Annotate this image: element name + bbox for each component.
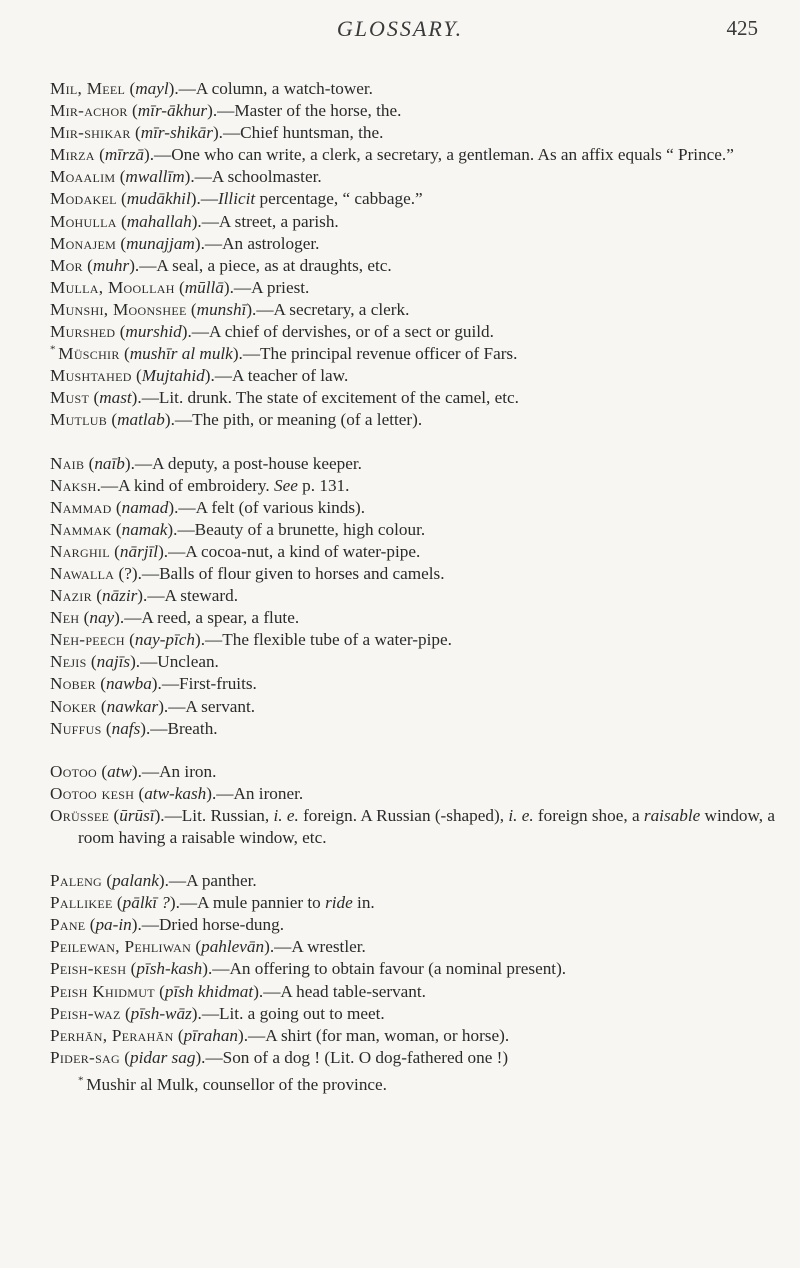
headword: Mor [50, 255, 83, 275]
transliteration: mahallah [126, 211, 192, 231]
emphasis: i. e. [273, 805, 299, 825]
transliteration: nawkar [106, 696, 159, 716]
glossary-entry: Mushtahed (Mujtahid).—A teacher of law. [50, 366, 349, 386]
section-gap [50, 849, 778, 870]
glossary-entry: Peilewan, Pehliwan (pahlevān).—A wrestler. [50, 937, 366, 957]
glossary-entry: Mor (muhr).—A seal, a piece, as at draughts, etc. [50, 255, 392, 275]
glossary-entry: Ootoo (atw).—An iron. [50, 761, 217, 781]
headword: Paleng [50, 871, 103, 891]
headword: Mushtahed [50, 366, 132, 386]
definition: Beauty of a brunette, high colour. [194, 519, 426, 539]
glossary-entry: Perhān, Perahān (pīrahan).—A shirt (for man, woman, or horse). [50, 1025, 510, 1045]
definition: Lit. Russian, [181, 805, 274, 825]
glossary-entry: Must (mast).—Lit. drunk. The state of excitement of the camel, etc. [50, 388, 519, 408]
definition: A schoolmaster. [211, 167, 322, 187]
definition: Lit. a going out to meet. [219, 1003, 385, 1023]
transliteration: atw-kash [144, 783, 207, 803]
headword: Nazir [50, 586, 92, 606]
definition: A street, a parish. [218, 211, 339, 231]
transliteration: mast [99, 388, 132, 408]
glossary-entry: Mulla, Moollah (mūllā).—A priest. [50, 277, 310, 297]
glossary-entry: Nawalla (?).—Balls of flour given to horses and camels. [50, 563, 445, 583]
glossary-entry: Monajem (munajjam).—An astrologer. [50, 233, 320, 253]
headword: Mohulla [50, 211, 117, 231]
headword: Müschir [58, 344, 120, 364]
glossary-entry: Noker (nawkar).—A servant. [50, 696, 256, 716]
transliteration: mushīr al mulk [129, 344, 233, 364]
definition: foreign shoe, a [533, 805, 644, 825]
headword: Naib [50, 453, 85, 473]
glossary-entry: Pallikee (pālkī ?).—A mule pannier to ride in. [50, 893, 375, 913]
headword: Peish Khidmut [50, 981, 155, 1001]
definition: Master of the horse, the. [234, 101, 402, 121]
emphasis: ride [325, 893, 353, 913]
glossary-entry: Naksh.—A kind of embroidery. See p. 131. [50, 475, 350, 495]
footnote-marker: * [50, 343, 59, 356]
glossary-entry: Munshi, Moonshee (munshī).—A secretary, a clerk. [50, 299, 410, 319]
glossary-entry: Orüssee (ūrūsī).—Lit. Russian, i. e. foreign. A Russian (-shaped), i. e. foreign shoe, a raisable window, a room having a raisable window, etc. [50, 805, 776, 847]
footnote-text: Mushir al Mulk, counsellor of the province. [86, 1074, 387, 1094]
headword: Nammak [50, 519, 112, 539]
headword: Pallikee [50, 893, 113, 913]
definition: A kind of embroidery. [118, 475, 275, 495]
definition: A steward. [164, 586, 239, 606]
definition: A priest. [251, 277, 310, 297]
transliteration: mīrzā [104, 145, 144, 165]
glossary-entry: Paleng (palank).—A panther. [50, 871, 257, 891]
definition: A head table-servant. [280, 981, 426, 1001]
page-number: 425 [726, 16, 758, 40]
headword: Moaalim [50, 167, 116, 187]
definition: The principal revenue officer of Fars. [260, 344, 518, 364]
definition: A column, a watch-tower. [195, 79, 373, 98]
definition: The pith, or meaning (of a letter). [192, 410, 423, 430]
headword: Nejis [50, 652, 87, 672]
transliteration: mīr-shikār [140, 123, 213, 143]
running-head [0, 12, 800, 52]
glossary-entry: Moaalim (mwallīm).—A schoolmaster. [50, 167, 322, 187]
glossary-entry: Nammak (namak).—Beauty of a brunette, high colour. [50, 519, 426, 539]
definition: A shirt (for man, woman, or horse). [265, 1025, 510, 1045]
headword: Monajem [50, 233, 117, 253]
definition: An offering to obtain favour (a nominal present). [229, 959, 567, 979]
glossary-body [50, 78, 778, 1096]
transliteration: palank [112, 871, 159, 891]
transliteration: namad [121, 497, 169, 517]
transliteration: pa-in [95, 915, 132, 935]
transliteration: pīsh-wāz [130, 1003, 192, 1023]
definition: A deputy, a post-house keeper. [152, 453, 362, 473]
see-reference: See [274, 475, 298, 495]
glossary-entry: Peish-kesh (pīsh-kash).—An offering to obtain favour (a nominal present). [50, 959, 567, 979]
headword: Ootoo [50, 761, 98, 781]
glossary-entry: Nammad (namad).—A felt (of various kinds). [50, 497, 366, 517]
headword: Mil, Meel [50, 79, 126, 98]
transliteration: munshī [196, 299, 247, 319]
transliteration: naīb [94, 453, 125, 473]
headword: Peish-kesh [50, 959, 127, 979]
definition: Breath. [167, 718, 218, 738]
glossary-entry: Neh (nay).—A reed, a spear, a flute. [50, 608, 300, 628]
transliteration: mudākhil [126, 189, 191, 209]
definition: foreign. A Russian (-shaped), [298, 805, 509, 825]
headword: Nawalla [50, 563, 115, 583]
transliteration: pīsh-kash [136, 959, 203, 979]
definition: A chief of dervishes, or of a sect or guild. [209, 322, 494, 342]
headword: Pane [50, 915, 86, 935]
definition: Dried horse-dung. [158, 915, 285, 935]
glossary-entry: Mil, Meel (mayl).—A column, a watch-tower. [50, 79, 373, 98]
headword: Peish-waz [50, 1003, 121, 1023]
definition: One who can write, a clerk, a secretary, a gentleman. As an affix equals “ Prince.” [171, 145, 734, 165]
section-gap [50, 432, 778, 453]
transliteration: pidar sag [130, 1047, 196, 1067]
page-title: GLOSSARY. [336, 16, 464, 41]
headword: Mirza [50, 145, 95, 165]
transliteration: pīrahan [183, 1025, 239, 1045]
definition: percentage, “ cabbage.” [255, 189, 423, 209]
footnote [50, 1074, 778, 1096]
headword: Perhān, Perahān [50, 1025, 174, 1045]
glossary-entry: Mutlub (matlab).—The pith, or meaning (of a letter). [50, 410, 423, 430]
definition: A secretary, a clerk. [273, 299, 410, 319]
definition: A seal, a piece, as at draughts, etc. [156, 255, 392, 275]
definition: in. [352, 893, 375, 913]
headword: Noker [50, 696, 97, 716]
definition: An iron. [159, 761, 217, 781]
glossary-entry: Ootoo kesh (atw-kash).—An ironer. [50, 783, 304, 803]
headword: Mir-achor [50, 101, 128, 121]
headword: Nober [50, 674, 96, 694]
transliteration: munajjam [126, 233, 195, 253]
definition: An ironer. [233, 783, 304, 803]
definition: A wrestler. [291, 937, 366, 957]
transliteration: Mujtahid [141, 366, 205, 386]
definition: p. 131. [297, 475, 350, 495]
glossary-entry: Mir-achor (mīr-ākhur).—Master of the horse, the. [50, 101, 402, 121]
glossary-entry: Mohulla (mahallah).—A street, a parish. [50, 211, 339, 231]
glossary-entry: Narghil (nārjīl).—A cocoa-nut, a kind of water-pipe. [50, 541, 421, 561]
headword: Peilewan, Pehliwan [50, 937, 192, 957]
glossary-entry: Mir-shikar (mīr-shikār).—Chief huntsman, the. [50, 123, 384, 143]
definition: A reed, a spear, a flute. [141, 608, 300, 628]
definition: Chief huntsman, the. [240, 123, 384, 143]
definition: A felt (of various kinds). [195, 497, 366, 517]
emphasis: Illicit [217, 189, 256, 209]
glossary-entry: Nober (nawba).—First-fruits. [50, 674, 257, 694]
transliteration: nārjīl [119, 541, 159, 561]
transliteration: mwallīm [125, 167, 185, 187]
transliteration: nay [89, 608, 115, 628]
transliteration: murshid [125, 322, 182, 342]
definition: An astrologer. [222, 233, 320, 253]
glossary-entry: Nejis (najīs).—Unclean. [50, 652, 219, 672]
emphasis: raisable [643, 805, 701, 825]
definition: A teacher of law. [231, 366, 349, 386]
headword: Narghil [50, 541, 110, 561]
glossary-entry: Mirza (mīrzā).—One who can write, a clerk, a secretary, a gentleman. As an affix equals “ Prince.” [50, 145, 734, 165]
headword: Nammad [50, 497, 112, 517]
headword: Mutlub [50, 410, 108, 430]
transliteration: nāzir [101, 586, 138, 606]
definition: A servant. [185, 696, 256, 716]
headword: Neh-peech [50, 630, 125, 650]
transliteration: atw [107, 761, 132, 781]
headword: Orüssee [50, 805, 110, 825]
transliteration: pahlevān [201, 937, 265, 957]
headword: Neh [50, 608, 80, 628]
glossary-entry: Nazir (nāzir).—A steward. [50, 586, 239, 606]
headword: Mulla, Moollah [50, 277, 175, 297]
definition: Balls of flour given to horses and camels. [159, 563, 445, 583]
definition: A mule pannier to [197, 893, 326, 913]
emphasis: i. e. [508, 805, 534, 825]
glossary-entry: * Müschir (mushīr al mulk).—The principal revenue officer of Fars. [50, 343, 518, 364]
definition: Lit. drunk. The state of excitement of the camel, etc. [158, 388, 519, 408]
glossary-entry: Pane (pa-in).—Dried horse-dung. [50, 915, 285, 935]
glossary-entry: Naib (naīb).—A deputy, a post-house keeper. [50, 453, 362, 473]
transliteration: ūrūsī [119, 805, 155, 825]
definition: First-fruits. [179, 674, 257, 694]
transliteration: matlab [117, 410, 165, 430]
definition: window, a room having a raisable window, etc. [78, 805, 776, 847]
transliteration: mūllā [184, 277, 224, 297]
transliteration: nawba [105, 674, 152, 694]
transliteration: pālkī ? [122, 893, 170, 913]
glossary-entry: Nuffus (nafs).—Breath. [50, 718, 218, 738]
headword: Modakel [50, 189, 117, 209]
transliteration: pīsh khidmat [164, 981, 254, 1001]
headword: Murshed [50, 322, 116, 342]
section-gap [50, 740, 778, 761]
definition: Unclean. [157, 652, 219, 672]
headword: Naksh [50, 475, 97, 495]
transliteration: najīs [96, 652, 131, 672]
glossary-entry: Neh-peech (nay-pīch).—The flexible tube of a water-pipe. [50, 630, 452, 650]
headword: Mir-shikar [50, 123, 131, 143]
definition: A cocoa-nut, a kind of water-pipe. [185, 541, 421, 561]
glossary-entry: Pider-sag (pidar sag).—Son of a dog ! (Lit. O dog-fathered one !) [50, 1047, 509, 1067]
headword: Pider-sag [50, 1047, 120, 1067]
transliteration: muhr [92, 255, 130, 275]
definition: A panther. [186, 871, 257, 891]
glossary-entry: Modakel (mudākhil).—Illicit percentage, “ cabbage.” [50, 189, 423, 209]
headword: Must [50, 388, 90, 408]
glossary-entry: Peish-waz (pīsh-wāz).—Lit. a going out to meet. [50, 1003, 385, 1023]
transliteration: mayl [135, 79, 169, 98]
definition: The flexible tube of a water-pipe. [222, 630, 452, 650]
definition: Son of a dog ! (Lit. O dog-fathered one !) [222, 1047, 509, 1067]
headword: Ootoo kesh [50, 783, 135, 803]
footnote-marker: * [78, 1074, 87, 1087]
glossary-entry: Peish Khidmut (pīsh khidmat).—A head table-servant. [50, 981, 426, 1001]
headword: Nuffus [50, 718, 102, 738]
headword: Munshi, Moonshee [50, 299, 187, 319]
transliteration: nay-pīch [134, 630, 196, 650]
transliteration: namak [121, 519, 168, 539]
transliteration: mīr-ākhur [137, 101, 208, 121]
glossary-entry: Murshed (murshid).—A chief of dervishes, or of a sect or guild. [50, 322, 494, 342]
transliteration: nafs [111, 718, 141, 738]
